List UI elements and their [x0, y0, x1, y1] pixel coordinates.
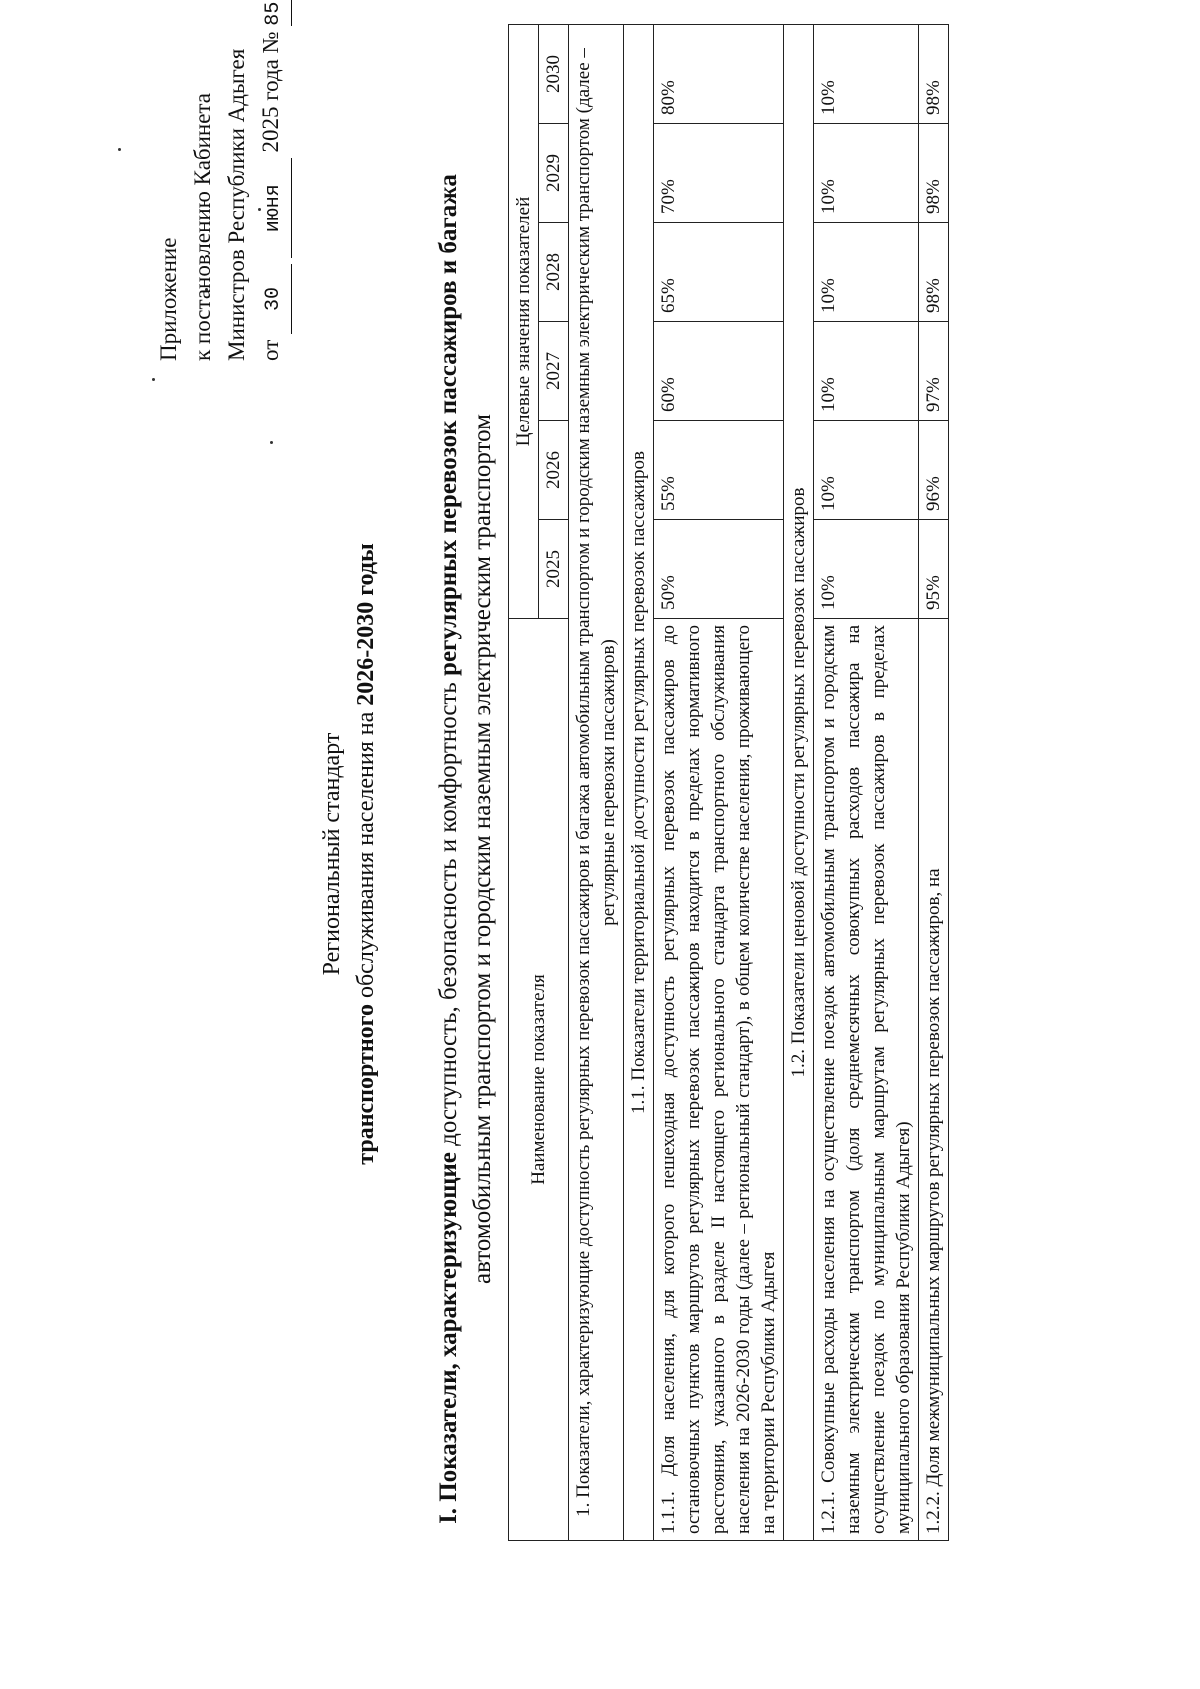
indicator-name: 1.2.2. Доля межмуниципальных маршрутов регулярных перевозок пассажиров, на [919, 619, 949, 1541]
table-row-group [569, 24, 624, 1540]
header-target-values: Целевые значения показателей [509, 24, 539, 618]
indicator-value: 50% [654, 520, 784, 619]
indicator-value: 95% [919, 520, 949, 619]
indicator-value: 55% [654, 421, 784, 520]
section-text: доступность, безопасность и комфортность [435, 675, 462, 1153]
appendix-line: Приложение [156, 237, 181, 361]
subgroup-heading: 1.2. Показатели ценовой доступности регулярных перевозок пассажиров [784, 24, 814, 1540]
date-day: 30 [257, 264, 292, 334]
indicator-value: 10% [814, 124, 919, 223]
title-text: обслуживания населения на [353, 705, 379, 1005]
appendix-line: Министров Республики Адыгея [224, 48, 249, 361]
appendix-line: к постановлению Кабинета [190, 93, 215, 361]
document-number: 85 [257, 0, 292, 26]
indicators-table [508, 24, 949, 1541]
section-heading [432, 109, 500, 1589]
table-row-subgroup [624, 24, 654, 1540]
indicator-value: 98% [919, 124, 949, 223]
header-year: 2027 [539, 322, 569, 421]
indicator-value: 80% [654, 24, 784, 123]
indicator-name: 1.2.1. Совокупные расходы населения на осуществление поездок автомобильным транспортом и городским наземным электрическим транспортом (доля среднемесячных совокупных расходов пассажира на осуществление поездок по муниципальным маршрутам регулярных перевозок пассажиров в пределах муниципального образования Республики Адыгея) [814, 619, 919, 1541]
title-line-2 [349, 109, 383, 1599]
indicator-name: 1.1.1. Доля населения, для которого пешеходная доступность регулярных перевозок пассажиров до остановочных пунктов маршрутов регулярных перевозок пассажиров находится в пределах нормативного расстояния, указанного в разделе II настоящего регионального стандарта транспортного обслуживания населения на 2026-2030 годы (далее – региональный стандарт), в общем количестве населения, проживающего на территории Республики Адыгея [654, 619, 784, 1541]
title-bold-years: 2026-2030 годы [353, 543, 379, 706]
date-year: 2025 года № [258, 31, 283, 153]
table-header-row [509, 24, 539, 1540]
indicator-value: 96% [919, 421, 949, 520]
title-line-1: Региональный стандарт [319, 732, 345, 976]
section-bold: I. Показатели, характеризующие [435, 1152, 462, 1524]
indicator-value: 60% [654, 322, 784, 421]
scan-speck [152, 378, 155, 381]
indicator-value: 10% [814, 223, 919, 322]
indicator-value: 10% [814, 520, 919, 619]
section-line-2: автомобильным транспортом и городским наземным электрическим транспортом [469, 414, 496, 1284]
indicator-value: 98% [919, 24, 949, 123]
document-title [315, 109, 383, 1599]
appendix-block [152, 1, 292, 361]
indicator-value: 65% [654, 223, 784, 322]
scan-speck [118, 148, 121, 151]
subgroup-heading: 1.1. Показатели территориальной доступности регулярных перевозок пассажиров [624, 24, 654, 1540]
date-month: июня [257, 158, 292, 258]
indicator-value: 70% [654, 124, 784, 223]
indicator-value: 97% [919, 322, 949, 421]
title-bold: транспортного [353, 1004, 379, 1165]
section-line-1 [432, 109, 466, 1589]
indicators-table-container [508, 25, 949, 1541]
indicator-value: 10% [814, 322, 919, 421]
header-year: 2025 [539, 520, 569, 619]
indicator-value: 98% [919, 223, 949, 322]
header-year: 2030 [539, 24, 569, 123]
indicator-value: 10% [814, 24, 919, 123]
header-indicator-name: Наименование показателя [509, 619, 569, 1541]
table-row [814, 24, 919, 1540]
table-row [919, 24, 949, 1540]
table-row-subgroup [784, 24, 814, 1540]
header-year: 2028 [539, 223, 569, 322]
date-prefix: от [258, 339, 283, 361]
scan-speck [270, 441, 273, 444]
section-bold-2: регулярных перевозок пассажиров и багажа [435, 174, 462, 676]
header-year: 2026 [539, 421, 569, 520]
header-year: 2029 [539, 124, 569, 223]
table-row [654, 24, 784, 1540]
appendix-date-line [254, 1, 292, 361]
group-heading: 1. Показатели, характеризующие доступность регулярных перевозок пассажиров и багажа автомобильным транспортом и городским наземным электрическим транспортом (далее – регулярные перевозки пассажиров) [569, 24, 624, 1540]
indicator-value: 10% [814, 421, 919, 520]
